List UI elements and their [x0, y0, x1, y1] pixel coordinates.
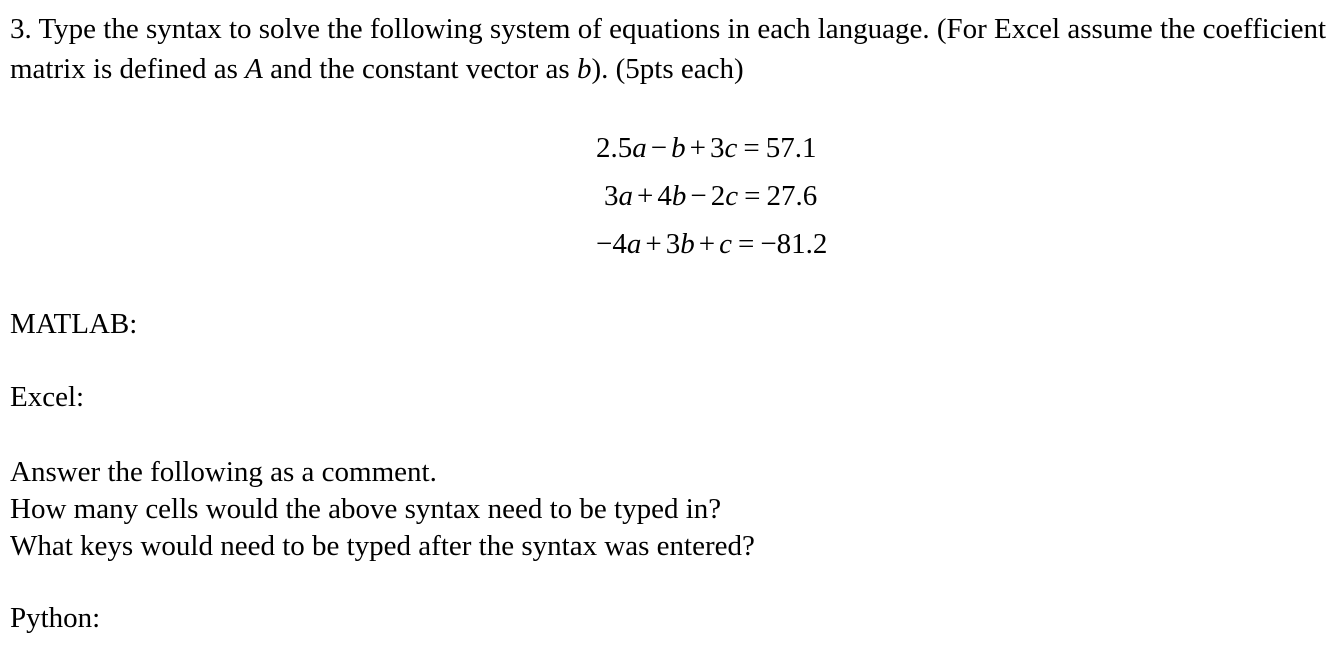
comment-line-3: What keys would need to be typed after the syntax was entered?: [10, 530, 755, 562]
equation-1: [596, 128, 816, 168]
eq1-coef-c: 3: [709, 132, 725, 164]
eq3-var-b: b: [680, 228, 695, 260]
comment-instructions: [10, 454, 755, 565]
eq1-op-1: −: [650, 132, 668, 164]
eq2-op-1: +: [637, 180, 654, 212]
eq2-rhs: 27.6: [766, 180, 818, 212]
eq1-rhs: 57.1: [765, 132, 817, 164]
eq2-op-2: −: [690, 180, 707, 212]
eq1-coef-a: 2.5: [596, 132, 633, 164]
eq1-equals: =: [743, 132, 760, 164]
equation-3: [596, 224, 827, 264]
question-number: 3.: [10, 13, 32, 45]
eq1-var-c: c: [724, 132, 738, 164]
eq3-rhs: −81.2: [760, 228, 828, 260]
eq3-var-a: a: [626, 228, 642, 260]
question-text-end: ). (5pts each): [591, 53, 744, 85]
constant-vector-var: b: [576, 53, 592, 85]
eq2-coef-c: 2: [710, 180, 726, 212]
eq3-op-2: +: [698, 228, 716, 260]
eq3-var-c: c: [719, 228, 732, 260]
comment-line-2: How many cells would the above syntax need to be typed in?: [10, 493, 722, 525]
eq2-var-c: c: [725, 180, 739, 212]
coefficient-matrix-var: A: [245, 53, 263, 85]
eq3-equals: =: [737, 228, 755, 260]
eq2-coef-b: 4: [657, 180, 672, 212]
eq1-var-a: a: [632, 132, 647, 164]
comment-line-1: Answer the following as a comment.: [10, 456, 437, 488]
question-text: Type the syntax to solve the following system of equations in each language. (For Excel assume the coefficient matrix is defined as: [10, 13, 1327, 85]
python-label: Python:: [10, 602, 101, 634]
equation-2: [604, 176, 817, 216]
excel-label: Excel:: [10, 381, 85, 413]
eq1-var-b: b: [671, 132, 686, 164]
question-text-mid: and the constant vector as: [270, 53, 570, 85]
eq3-op-1: +: [645, 228, 662, 260]
matlab-label: MATLAB:: [10, 308, 138, 340]
eq2-equals: =: [744, 180, 761, 212]
eq2-coef-a: 3: [604, 180, 619, 212]
eq3-coef-b: 3: [665, 228, 681, 260]
eq2-var-b: b: [671, 180, 687, 212]
eq3-coef-a: −4: [596, 228, 627, 260]
question-prompt: [10, 9, 1328, 89]
eq1-op-2: +: [689, 132, 706, 164]
eq2-var-a: a: [618, 180, 633, 212]
